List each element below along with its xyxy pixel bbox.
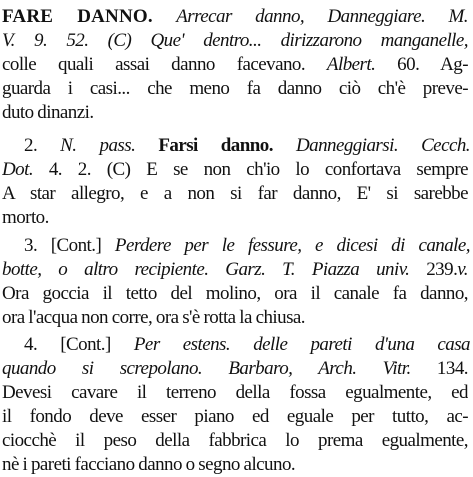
text-line: [2, 333, 470, 357]
text-segment: duto dinanzi.: [2, 102, 94, 123]
text-line: [2, 5, 468, 29]
text-segment: Albert.: [326, 54, 376, 75]
text-line: [2, 182, 468, 206]
text-segment: v.: [457, 259, 468, 280]
text-line: [2, 134, 470, 158]
text-segment: morto.: [2, 207, 49, 228]
text-segment: V. 9. 52. (C) Que' dentro... dirizzarono manganelle,: [2, 30, 468, 51]
text-segment: 60. Ag-: [375, 54, 468, 75]
text-segment: ciocchè il peso della fabbrica lo prema egualmente,: [2, 430, 468, 451]
text-line: [2, 357, 468, 381]
text-line: [2, 77, 468, 101]
text-segment: N. pass.: [60, 135, 136, 156]
text-line: [2, 206, 468, 230]
text-line: [2, 101, 468, 125]
text-segment: 239.: [409, 259, 458, 280]
text-segment: colle quali assai danno facevano.: [2, 54, 327, 75]
text-line: [2, 53, 468, 77]
text-line: [2, 282, 468, 306]
text-segment: 2.: [24, 135, 61, 156]
text-line: [2, 453, 468, 477]
text-line: [2, 258, 468, 282]
text-line: [2, 381, 468, 405]
text-line: [2, 405, 468, 429]
text-segment: quando si screpolano. Barbaro, Arch. Vitr.: [2, 358, 411, 379]
text-segment: botte, o altro recipiente. Garz. T. Piazza univ.: [2, 259, 410, 280]
text-segment: Danneggiarsi. Cecch.: [295, 135, 470, 156]
text-segment: 4. 2. (C) E se non ch'io lo confortava sempre: [33, 159, 468, 180]
text-segment: Arrecar danno, Danneggiare. M.: [176, 6, 468, 27]
text-segment: [153, 6, 176, 27]
text-segment: [273, 135, 296, 156]
text-segment: A star allegro, e a non si far danno, E' si sarebbe: [2, 183, 468, 204]
text-segment: nè i pareti facciano danno o segno alcuno.: [2, 454, 296, 475]
text-segment: il fondo deve esser piano ed eguale per tutto, ac-: [2, 406, 468, 427]
text-line: [2, 234, 470, 258]
text-segment: Dot.: [2, 159, 34, 180]
text-segment: Ora goccia il tetto del molino, ora il canale fa danno,: [2, 283, 468, 304]
text-segment: Devesi cavare il terreno della fossa egualmente, ed: [2, 382, 468, 403]
text-segment: Perdere per le fessure, e dicesi di canale,: [114, 235, 470, 256]
text-line: [2, 429, 468, 453]
text-segment: Farsi danno.: [158, 135, 273, 156]
text-segment: 134.: [410, 358, 468, 379]
text-segment: 4. [Cont.]: [24, 334, 134, 355]
text-segment: [135, 135, 158, 156]
text-line: [2, 29, 468, 53]
text-line: [2, 158, 468, 182]
text-segment: ora l'acqua non corre, ora s'è rotta la chiusa.: [2, 307, 306, 328]
text-segment: Per estens. delle pareti d'una casa: [133, 334, 470, 355]
text-segment: 3. [Cont.]: [24, 235, 115, 256]
text-line: [2, 306, 468, 330]
text-segment: FARE DANNO.: [2, 6, 153, 27]
text-segment: guarda i casi... che meno fa danno ciò ch'è preve-: [2, 78, 468, 99]
